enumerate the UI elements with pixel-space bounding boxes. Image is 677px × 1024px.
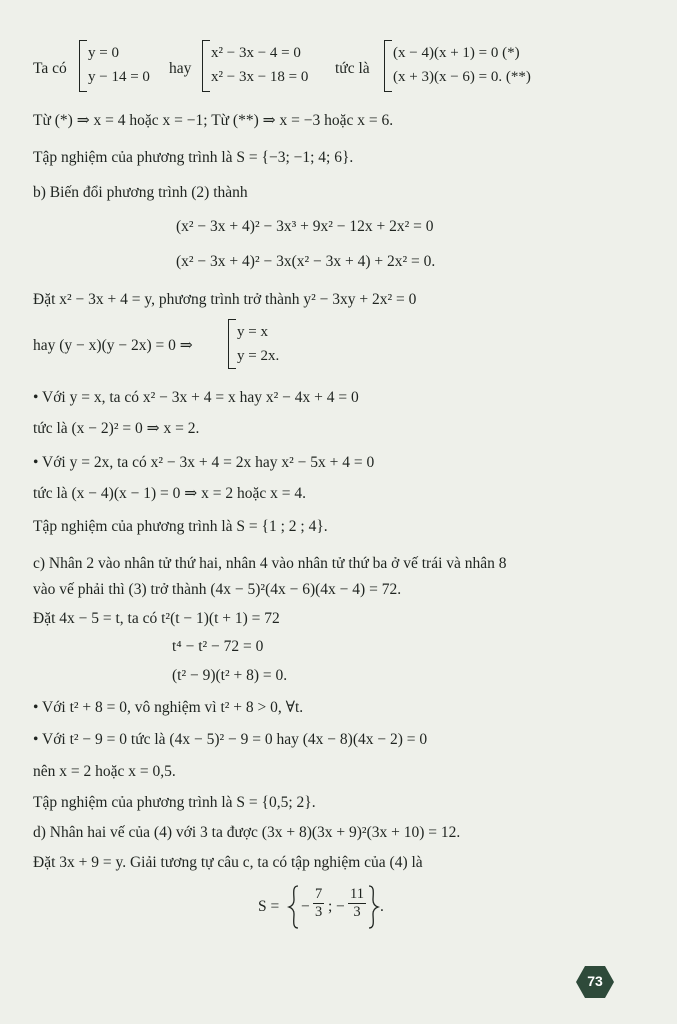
intro-hay: hay xyxy=(169,60,192,77)
right-brace-icon xyxy=(366,884,380,930)
part-c-case2b: nên x = 2 hoặc x = 0,5. xyxy=(33,763,176,780)
sys2-line1: x² − 3x − 4 = 0 xyxy=(211,45,301,61)
bracket-4 xyxy=(228,319,236,369)
page-number-badge xyxy=(575,965,615,999)
intro-line3: Tập nghiệm của phương trình là S = {−3; −1; 4; 6}. xyxy=(33,149,354,166)
part-b-case1b: tức là (x − 2)² = 0 ⇒ x = 2. xyxy=(33,420,200,437)
part-b-eq1: (x² − 3x + 4)² − 3x³ + 9x² − 12x + 2x² = 0 xyxy=(176,218,434,235)
part-d-line2: Đặt 3x + 9 = y. Giải tương tự câu c, ta có tập nghiệm của (4) là xyxy=(33,854,423,871)
cases-line2: y = 2x. xyxy=(237,348,280,364)
part-b-case1: • Với y = x, ta có x² − 3x + 4 = x hay x² − 4x + 4 = 0 xyxy=(33,389,359,406)
fraction1-numerator: 7 xyxy=(315,886,323,902)
part-b-substitution: Đặt x² − 3x + 4 = y, phương trình trở thành y² − 3xy + 2x² = 0 xyxy=(33,291,417,308)
sys1-line1: y = 0 xyxy=(88,45,119,61)
part-b-case2b: tức là (x − 4)(x − 1) = 0 ⇒ x = 2 hoặc x = 4. xyxy=(33,485,306,502)
sys1-line2: y − 14 = 0 xyxy=(88,69,150,85)
bracket-2 xyxy=(202,40,210,92)
fraction1-denominator: 3 xyxy=(315,904,323,920)
sys3-line1: (x − 4)(x + 1) = 0 (*) xyxy=(393,45,520,61)
left-brace-icon xyxy=(287,884,301,930)
part-d-line1: d) Nhân hai vế của (4) với 3 ta được (3x + 8)(3x + 9)²(3x + 10) = 12. xyxy=(33,824,461,841)
part-c-case2: • Với t² − 9 = 0 tức là (4x − 5)² − 9 = 0 hay (4x − 8)(4x − 2) = 0 xyxy=(33,731,428,748)
part-c-substitution: Đặt 4x − 5 = t, ta có t²(t − 1)(t + 1) = 72 xyxy=(33,610,280,627)
part-c-eq1: t⁴ − t² − 72 = 0 xyxy=(172,638,264,655)
bracket-3 xyxy=(384,40,392,92)
bracket-1 xyxy=(79,40,87,92)
intro-line2: Từ (*) ⇒ x = 4 hoặc x = −1; Từ (**) ⇒ x = −3 hoặc x = 6. xyxy=(33,112,394,129)
page-number: 73 xyxy=(587,973,603,989)
fraction2-numerator: 11 xyxy=(350,886,364,902)
part-c-result: Tập nghiệm của phương trình là S = {0,5; 2}. xyxy=(33,794,316,811)
part-b-case2: • Với y = 2x, ta có x² − 3x + 4 = 2x hay x² − 5x + 4 = 0 xyxy=(33,454,375,471)
cases-line1: y = x xyxy=(237,324,268,340)
part-b-heading: b) Biến đổi phương trình (2) thành xyxy=(33,184,248,201)
part-b-eq2: (x² − 3x + 4)² − 3x(x² − 3x + 4) + 2x² = 0. xyxy=(176,253,436,270)
fraction2-denominator: 3 xyxy=(353,904,361,920)
intro-ta-co: Ta có xyxy=(33,60,67,77)
fraction2-minus: − xyxy=(336,898,345,915)
part-d-s-prefix: S = xyxy=(258,898,280,915)
final-period: . xyxy=(380,898,384,915)
part-c-line1: c) Nhân 2 vào nhân tử thứ hai, nhân 4 vào nhân tử thứ ba ở vế trái và nhân 8 xyxy=(33,555,507,572)
part-b-factor: hay (y − x)(y − 2x) = 0 ⇒ xyxy=(33,337,193,354)
fraction1-minus: − xyxy=(301,898,310,915)
sys3-line2: (x + 3)(x − 6) = 0. (**) xyxy=(393,69,531,85)
sys2-line2: x² − 3x − 18 = 0 xyxy=(211,69,309,85)
part-c-eq2: (t² − 9)(t² + 8) = 0. xyxy=(172,667,288,684)
part-c-line2: vào vế phải thì (3) trở thành (4x − 5)²(4x − 6)(4x − 4) = 72. xyxy=(33,581,402,598)
intro-tuc-la: tức là xyxy=(335,60,370,77)
part-b-result: Tập nghiệm của phương trình là S = {1 ; 2 ; 4}. xyxy=(33,518,328,535)
part-c-case1: • Với t² + 8 = 0, vô nghiệm vì t² + 8 > 0, ∀t. xyxy=(33,699,304,716)
fraction-2 xyxy=(348,886,366,921)
fraction-separator: ; xyxy=(328,898,333,915)
fraction-1 xyxy=(313,886,324,921)
